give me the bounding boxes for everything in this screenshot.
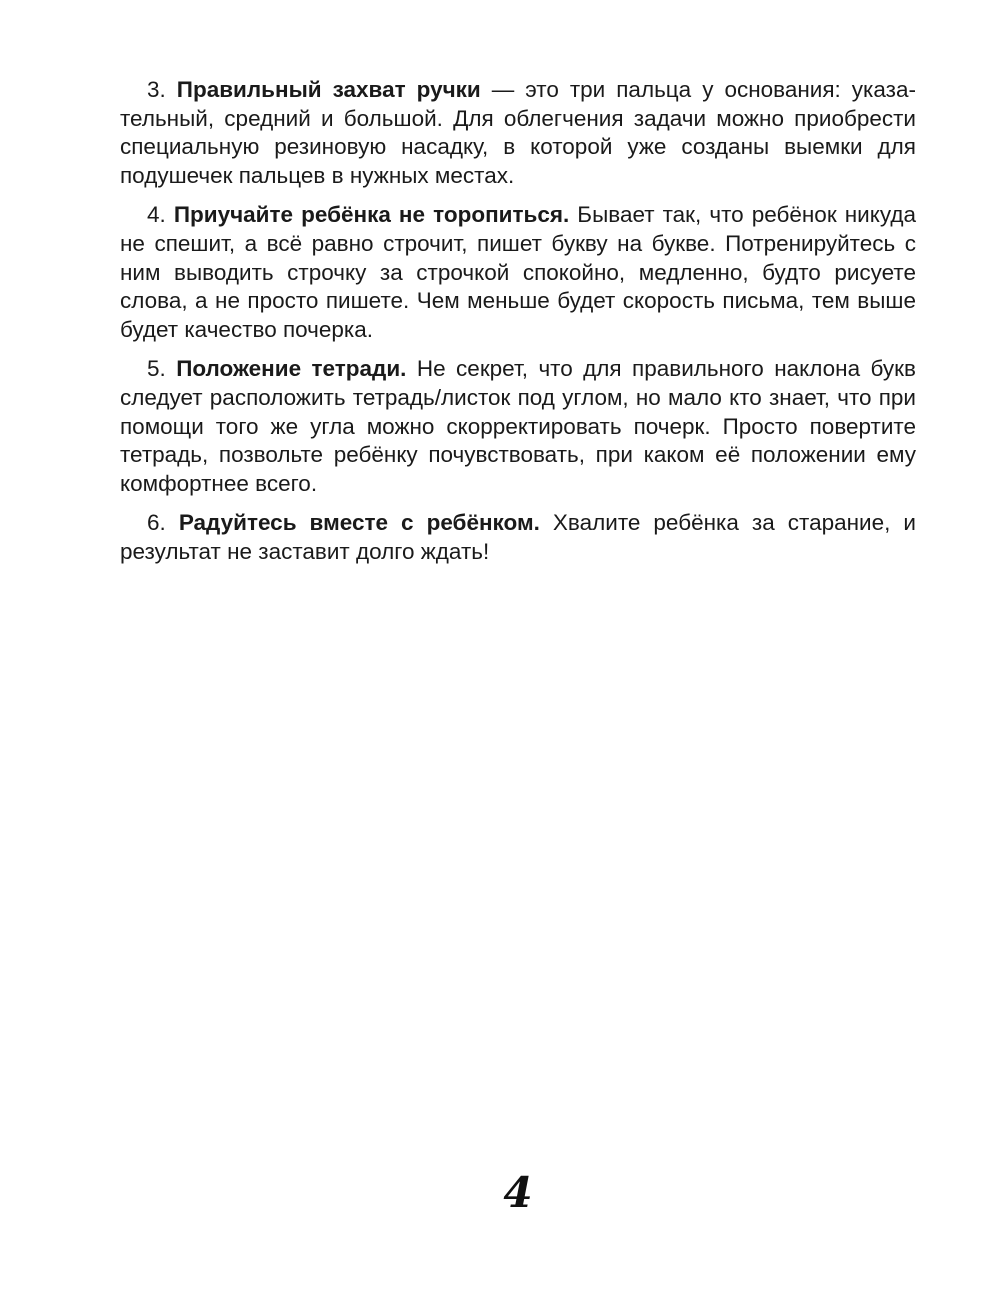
paragraph-item-3 — [120, 76, 916, 190]
item-text: Хвалите ребёнка за старание, и результат не заставит долго ждать! — [120, 510, 916, 564]
item-text: Бывает так, что ребёнок никуда не спешит, а всё равно строчит, пишет букву на букве. Потренируйтесь с ним выводить строчку за строчкой спокойно, медленно, будто рисуете слова, а не просто пишете. Чем меньше будет скорость письма, тем выше будет качество почерка. — [120, 202, 916, 342]
paragraph-item-6 — [120, 509, 916, 566]
item-number: 4. — [147, 202, 166, 228]
item-heading: Приучайте ребёнка не торопиться. — [173, 202, 570, 228]
paragraph-item-5 — [120, 355, 916, 498]
item-number: 6. — [147, 510, 166, 536]
page-body — [120, 76, 916, 578]
item-heading: Правильный захват ручки — [176, 77, 481, 102]
item-heading: Положение тетради. — [176, 356, 407, 382]
paragraph-item-4 — [120, 201, 916, 344]
item-text: Не секрет, что для правильного наклона букв следует расположить тетрадь/листок под углом, но мало кто знает, что при помощи того же угла можно скорректировать почерк. Просто повертите тетрадь, позвольте ребёнку почувствовать, при каком её положении ему комфортнее всего. — [120, 356, 916, 496]
item-heading: Радуйтесь вместе с ребёнком. — [178, 510, 540, 536]
item-number: 5. — [147, 356, 166, 382]
item-number: 3. — [147, 77, 166, 102]
page-number: 4 — [503, 1168, 533, 1217]
item-text: — это три пальца у основания: указательный, средний и большой. Для облегчения задачи можно приобрести специальную резиновую насадку, в которой уже созданы выемки для подушечек пальцев в нужных местах. — [120, 77, 916, 188]
